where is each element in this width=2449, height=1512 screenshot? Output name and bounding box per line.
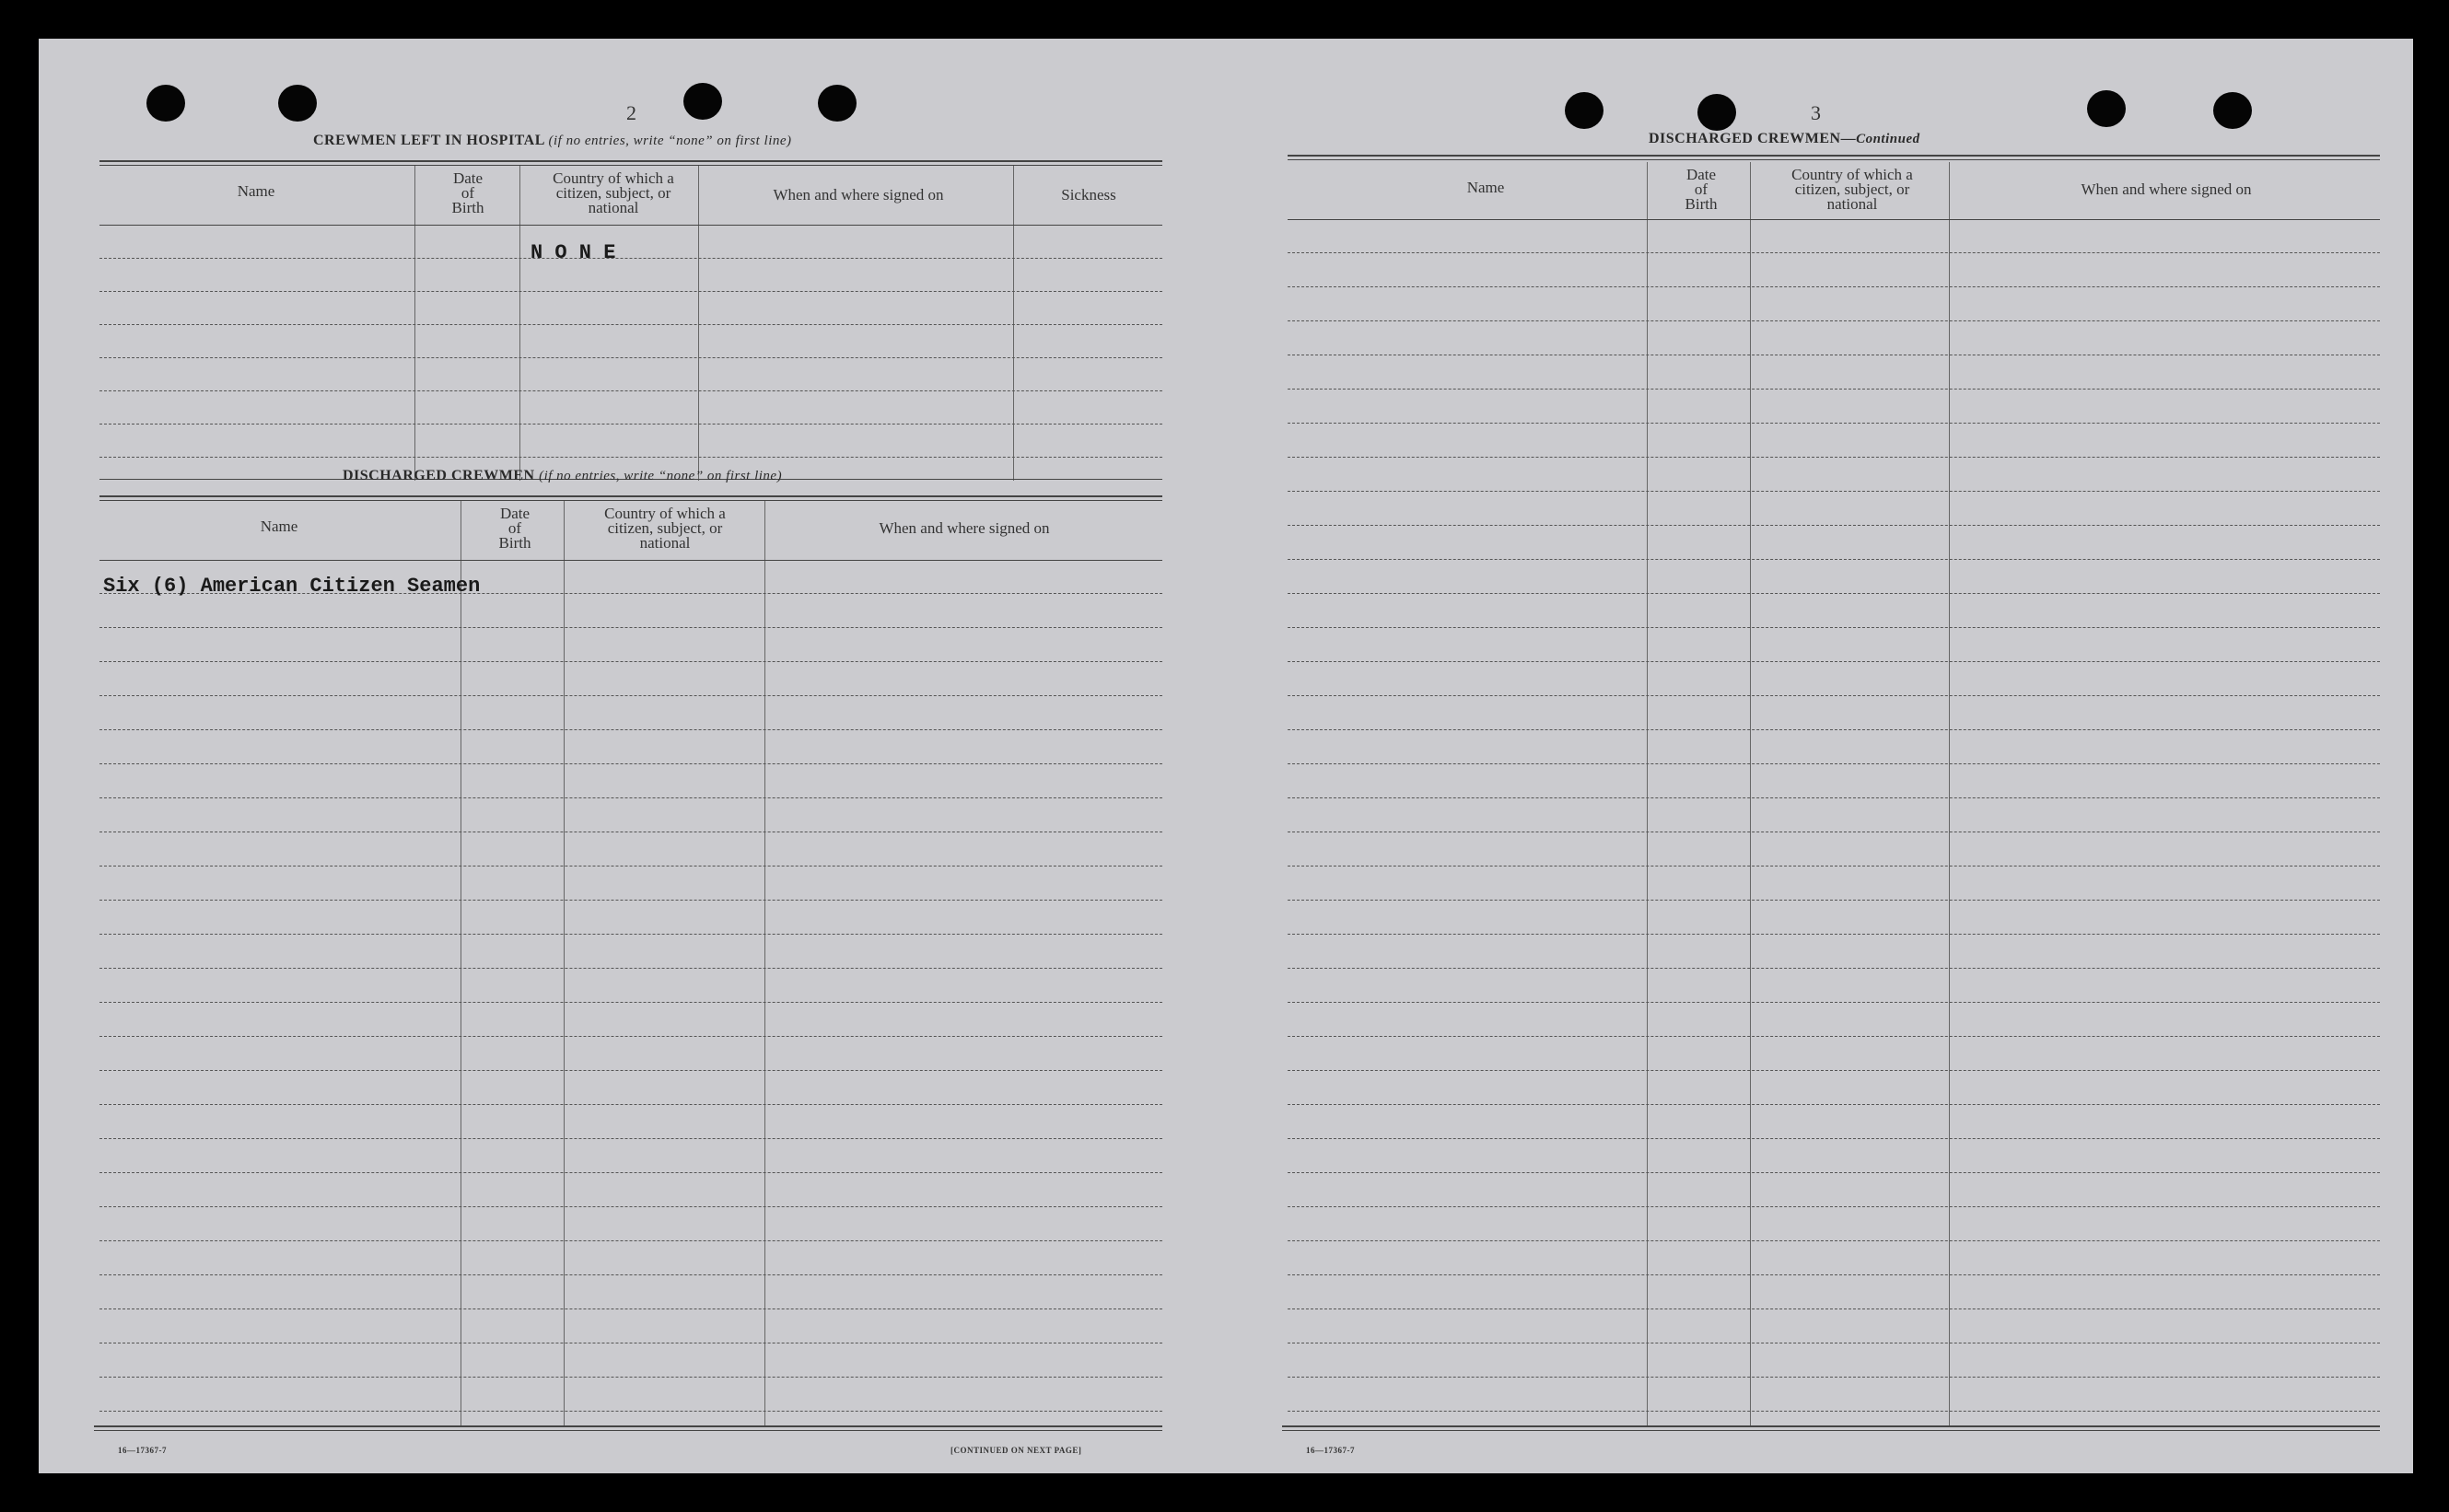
- discharged-header-rule: [99, 560, 1162, 561]
- row-line: [1288, 900, 2380, 901]
- row-line: [99, 1002, 1162, 1003]
- row-line: [1288, 1104, 2380, 1105]
- discharged-bottom-rule: [94, 1425, 1162, 1431]
- row-line: [1288, 1002, 2380, 1003]
- right-top-rule: [1288, 155, 2380, 160]
- row-line: [1288, 1240, 2380, 1241]
- punch-hole: [2213, 92, 2252, 129]
- form-sheet: [39, 39, 2413, 1473]
- row-line: [1288, 1274, 2380, 1275]
- row-line: [99, 695, 1162, 696]
- continued-suffix: Continued: [1856, 132, 1920, 146]
- hospital-col-signed-on: When and where signed on: [773, 186, 944, 204]
- hospital-col-divider: [414, 166, 415, 481]
- row-line: [99, 1206, 1162, 1207]
- hospital-row-line: [99, 357, 1162, 358]
- row-line: [1288, 1036, 2380, 1037]
- row-line: [99, 1138, 1162, 1139]
- discharged-col-signed-on: When and where signed on: [879, 519, 1050, 537]
- discharged-entry: Six (6) American Citizen Seamen: [103, 575, 481, 598]
- row-line: [1288, 968, 2380, 969]
- row-line: [1288, 1377, 2380, 1378]
- row-line: [99, 1240, 1162, 1241]
- form-number: 16—17367-7: [1306, 1446, 1355, 1455]
- row-line: [99, 1377, 1162, 1378]
- row-line: [99, 763, 1162, 764]
- row-line: [1288, 389, 2380, 390]
- punch-hole: [1565, 92, 1604, 129]
- row-line: [99, 1411, 1162, 1412]
- right-col-country: Country of which a citizen, subject, or national: [1791, 166, 1913, 213]
- row-line: [1288, 661, 2380, 662]
- row-line: [99, 1172, 1162, 1173]
- row-line: [1288, 457, 2380, 458]
- row-line: [99, 1070, 1162, 1071]
- discharged-col-divider: [564, 501, 565, 1425]
- right-col-divider: [1949, 162, 1950, 1425]
- row-line: [99, 1036, 1162, 1037]
- form-number: 16—17367-7: [118, 1446, 167, 1455]
- discharged-title-text: DISCHARGED CREWMEN: [343, 468, 535, 483]
- hospital-row-line: [99, 258, 1162, 259]
- discharged-col-dob: Date of Birth: [498, 505, 531, 552]
- punch-hole: [818, 85, 857, 122]
- row-line: [1288, 252, 2380, 253]
- hospital-subtitle: (if no entries, write “none” on first line): [548, 134, 792, 148]
- hospital-col-divider: [698, 166, 699, 481]
- hospital-row-line: [99, 424, 1162, 425]
- row-line: [99, 661, 1162, 662]
- hospital-col-divider: [1013, 166, 1014, 481]
- row-line: [99, 729, 1162, 730]
- punch-hole: [278, 85, 317, 122]
- discharged-top-rule: [99, 495, 1162, 501]
- row-line: [1288, 320, 2380, 321]
- row-line: [1288, 286, 2380, 287]
- hospital-col-divider: [519, 166, 520, 481]
- row-line: [99, 1308, 1162, 1309]
- right-col-name: Name: [1466, 179, 1505, 196]
- right-col-dob: Date of Birth: [1685, 166, 1718, 213]
- hospital-col-sickness: Sickness: [1061, 186, 1116, 204]
- row-line: [1288, 1172, 2380, 1173]
- row-line: [1288, 934, 2380, 935]
- discharged-section-title: [343, 468, 782, 484]
- discharged-continued-title-text: DISCHARGED CREWMEN—: [1649, 131, 1857, 146]
- hospital-row-line: [99, 291, 1162, 292]
- hospital-title-text: CREWMEN LEFT IN HOSPITAL: [313, 133, 545, 148]
- row-line: [1288, 491, 2380, 492]
- row-line: [1288, 1138, 2380, 1139]
- hospital-section-title: [313, 133, 792, 149]
- punch-hole: [2087, 90, 2126, 127]
- hospital-top-rule: [99, 160, 1162, 166]
- punch-hole: [146, 85, 185, 122]
- row-line: [99, 1104, 1162, 1105]
- row-line: [1288, 559, 2380, 560]
- hospital-col-country: Country of which a citizen, subject, or national: [553, 169, 674, 216]
- discharged-subtitle: (if no entries, write “none” on first line): [539, 469, 783, 483]
- punch-hole: [683, 83, 722, 120]
- page-number: 2: [626, 101, 636, 124]
- right-col-divider: [1647, 162, 1648, 1425]
- row-line: [1288, 763, 2380, 764]
- row-line: [99, 934, 1162, 935]
- discharged-col-country: Country of which a citizen, subject, or national: [604, 505, 726, 552]
- row-line: [1288, 627, 2380, 628]
- row-line: [1288, 1070, 2380, 1071]
- hospital-col-name: Name: [237, 182, 275, 200]
- hospital-row-line: [99, 324, 1162, 325]
- page-number: 3: [1811, 101, 1821, 124]
- row-line: [1288, 729, 2380, 730]
- row-line: [1288, 1308, 2380, 1309]
- right-col-signed-on: When and where signed on: [2081, 180, 2252, 198]
- hospital-header-rule: [99, 225, 1162, 226]
- hospital-col-dob: Date of Birth: [451, 169, 484, 216]
- right-col-divider: [1750, 162, 1751, 1425]
- right-bottom-rule: [1282, 1425, 2380, 1431]
- discharged-col-divider: [764, 501, 765, 1425]
- discharged-continued-title: [1649, 131, 1920, 147]
- row-line: [99, 627, 1162, 628]
- hospital-entry-none: N O N E: [531, 241, 616, 264]
- row-line: [1288, 525, 2380, 526]
- row-line: [1288, 695, 2380, 696]
- row-line: [1288, 1206, 2380, 1207]
- row-line: [99, 797, 1162, 798]
- right-header-rule: [1288, 219, 2380, 220]
- row-line: [1288, 797, 2380, 798]
- row-line: [99, 968, 1162, 969]
- row-line: [99, 1274, 1162, 1275]
- punch-hole: [1697, 94, 1736, 131]
- row-line: [1288, 593, 2380, 594]
- row-line: [1288, 1411, 2380, 1412]
- discharged-col-name: Name: [260, 518, 298, 535]
- hospital-row-line: [99, 457, 1162, 458]
- continued-note: [CONTINUED ON NEXT PAGE]: [950, 1446, 1082, 1455]
- hospital-row-line: [99, 390, 1162, 391]
- row-line: [1288, 423, 2380, 424]
- row-line: [99, 900, 1162, 901]
